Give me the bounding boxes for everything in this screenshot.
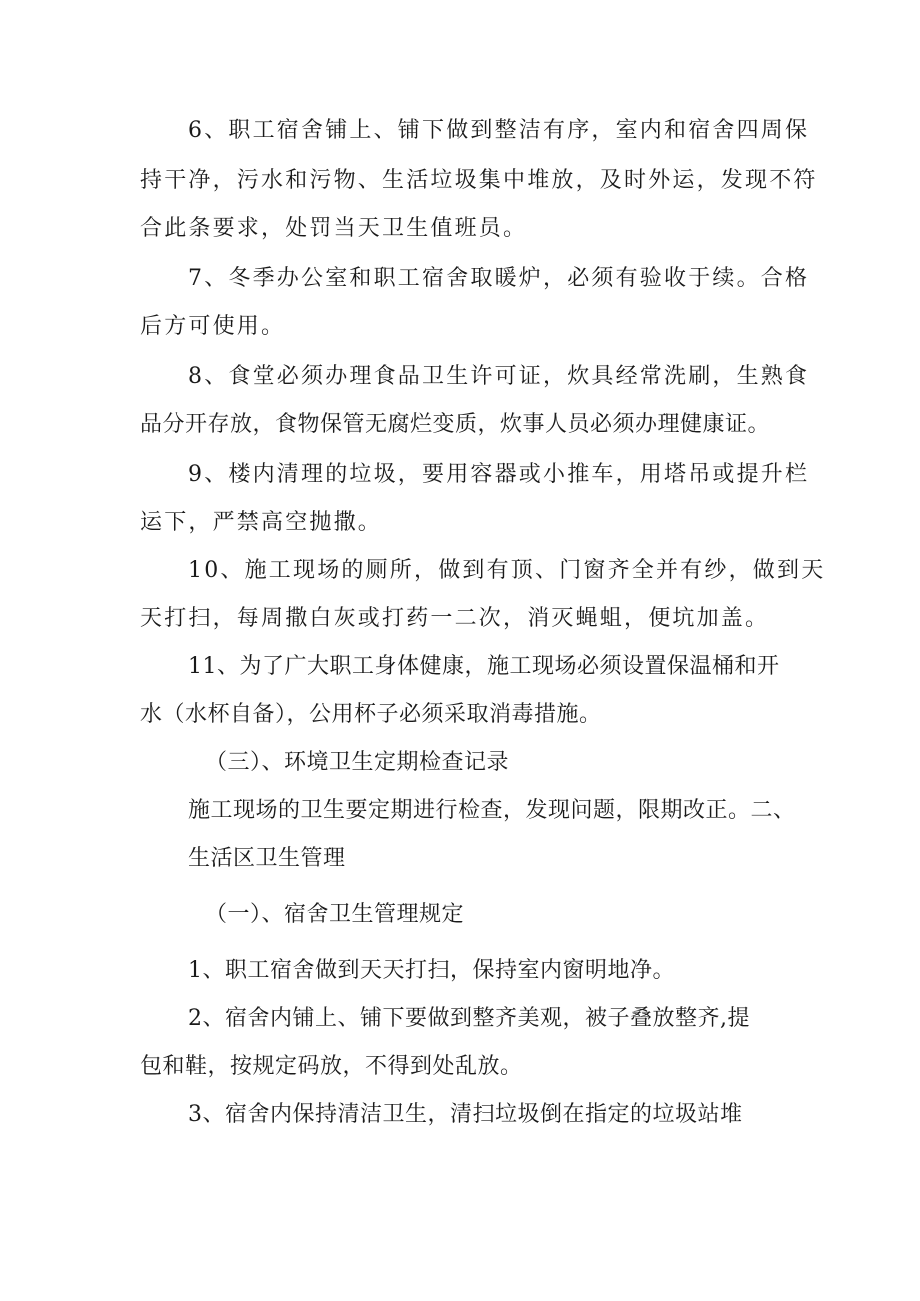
paragraph-8-line-2: 品分开存放，食物保管无腐烂变质，炊事人员必须办理健康证。 [140,412,771,437]
paragraph-10-line-2: 天打扫，每周撒白灰或打药一二次，消灭蝇蛆，便坑加盖。 [140,606,770,631]
paragraph-3-line-1: 3、宿舍内保持清洁卫生，清扫垃圾倒在指定的垃圾站堆 [188,1102,743,1127]
paragraph-2-line-1: 2、宿舍内铺上、铺下要做到整齐美观，被子叠放整齐,提 [188,1006,750,1031]
paragraph-6-line-1: 6、职工宿舍铺上、铺下做到整洁有序，室内和宿舍四周保 [188,118,810,143]
paragraph-11-line-2: 水（水杯自备），公用杯子必须采取消毒措施。 [140,702,602,727]
paragraph-9-line-1: 9、楼内清理的垃圾，要用容器或小推车，用塔吊或提升栏 [188,462,810,487]
paragraph-7-line-1: 7、冬季办公室和职工宿舍取暖炉，必须有验收于续。合格 [188,266,810,291]
section-heading-one: （一）、宿舍卫生管理规定 [205,902,465,927]
section-heading-three: （三）、环境卫生定期检查记录 [205,750,510,775]
paragraph-9-line-2: 运下，严禁高空抛撒。 [140,510,383,535]
paragraph-11-line-1: 11、为了广大职工身体健康，施工现场必须设置保温桶和开 [188,654,780,679]
paragraph-12-line-1: 施工现场的卫生要定期进行检查，发现问题，限期改正。二、 [188,798,796,823]
paragraph-8-line-1: 8、食堂必须办理食品卫生许可证，炊具经常洗刷，生熟食 [188,364,810,389]
paragraph-2-line-2: 包和鞋，按规定码放，不得到处乱放。 [140,1054,523,1079]
paragraph-7-line-2: 后方可使用。 [140,314,286,339]
paragraph-10-line-1: 10、施工现场的厕所，做到有顶、门窗齐全并有纱，做到天 [188,558,826,583]
paragraph-6-line-3: 合此条要求，处罚当天卫生值班员。 [140,216,528,241]
paragraph-1-line-1: 1、职工宿舍做到天天打扫，保持室内窗明地净。 [188,958,675,983]
paragraph-12-line-2: 生活区卫生管理 [188,846,346,871]
paragraph-6-line-2: 持干净，污水和污物、生活垃圾集中堆放，及时外运，发现不符 [140,168,818,193]
